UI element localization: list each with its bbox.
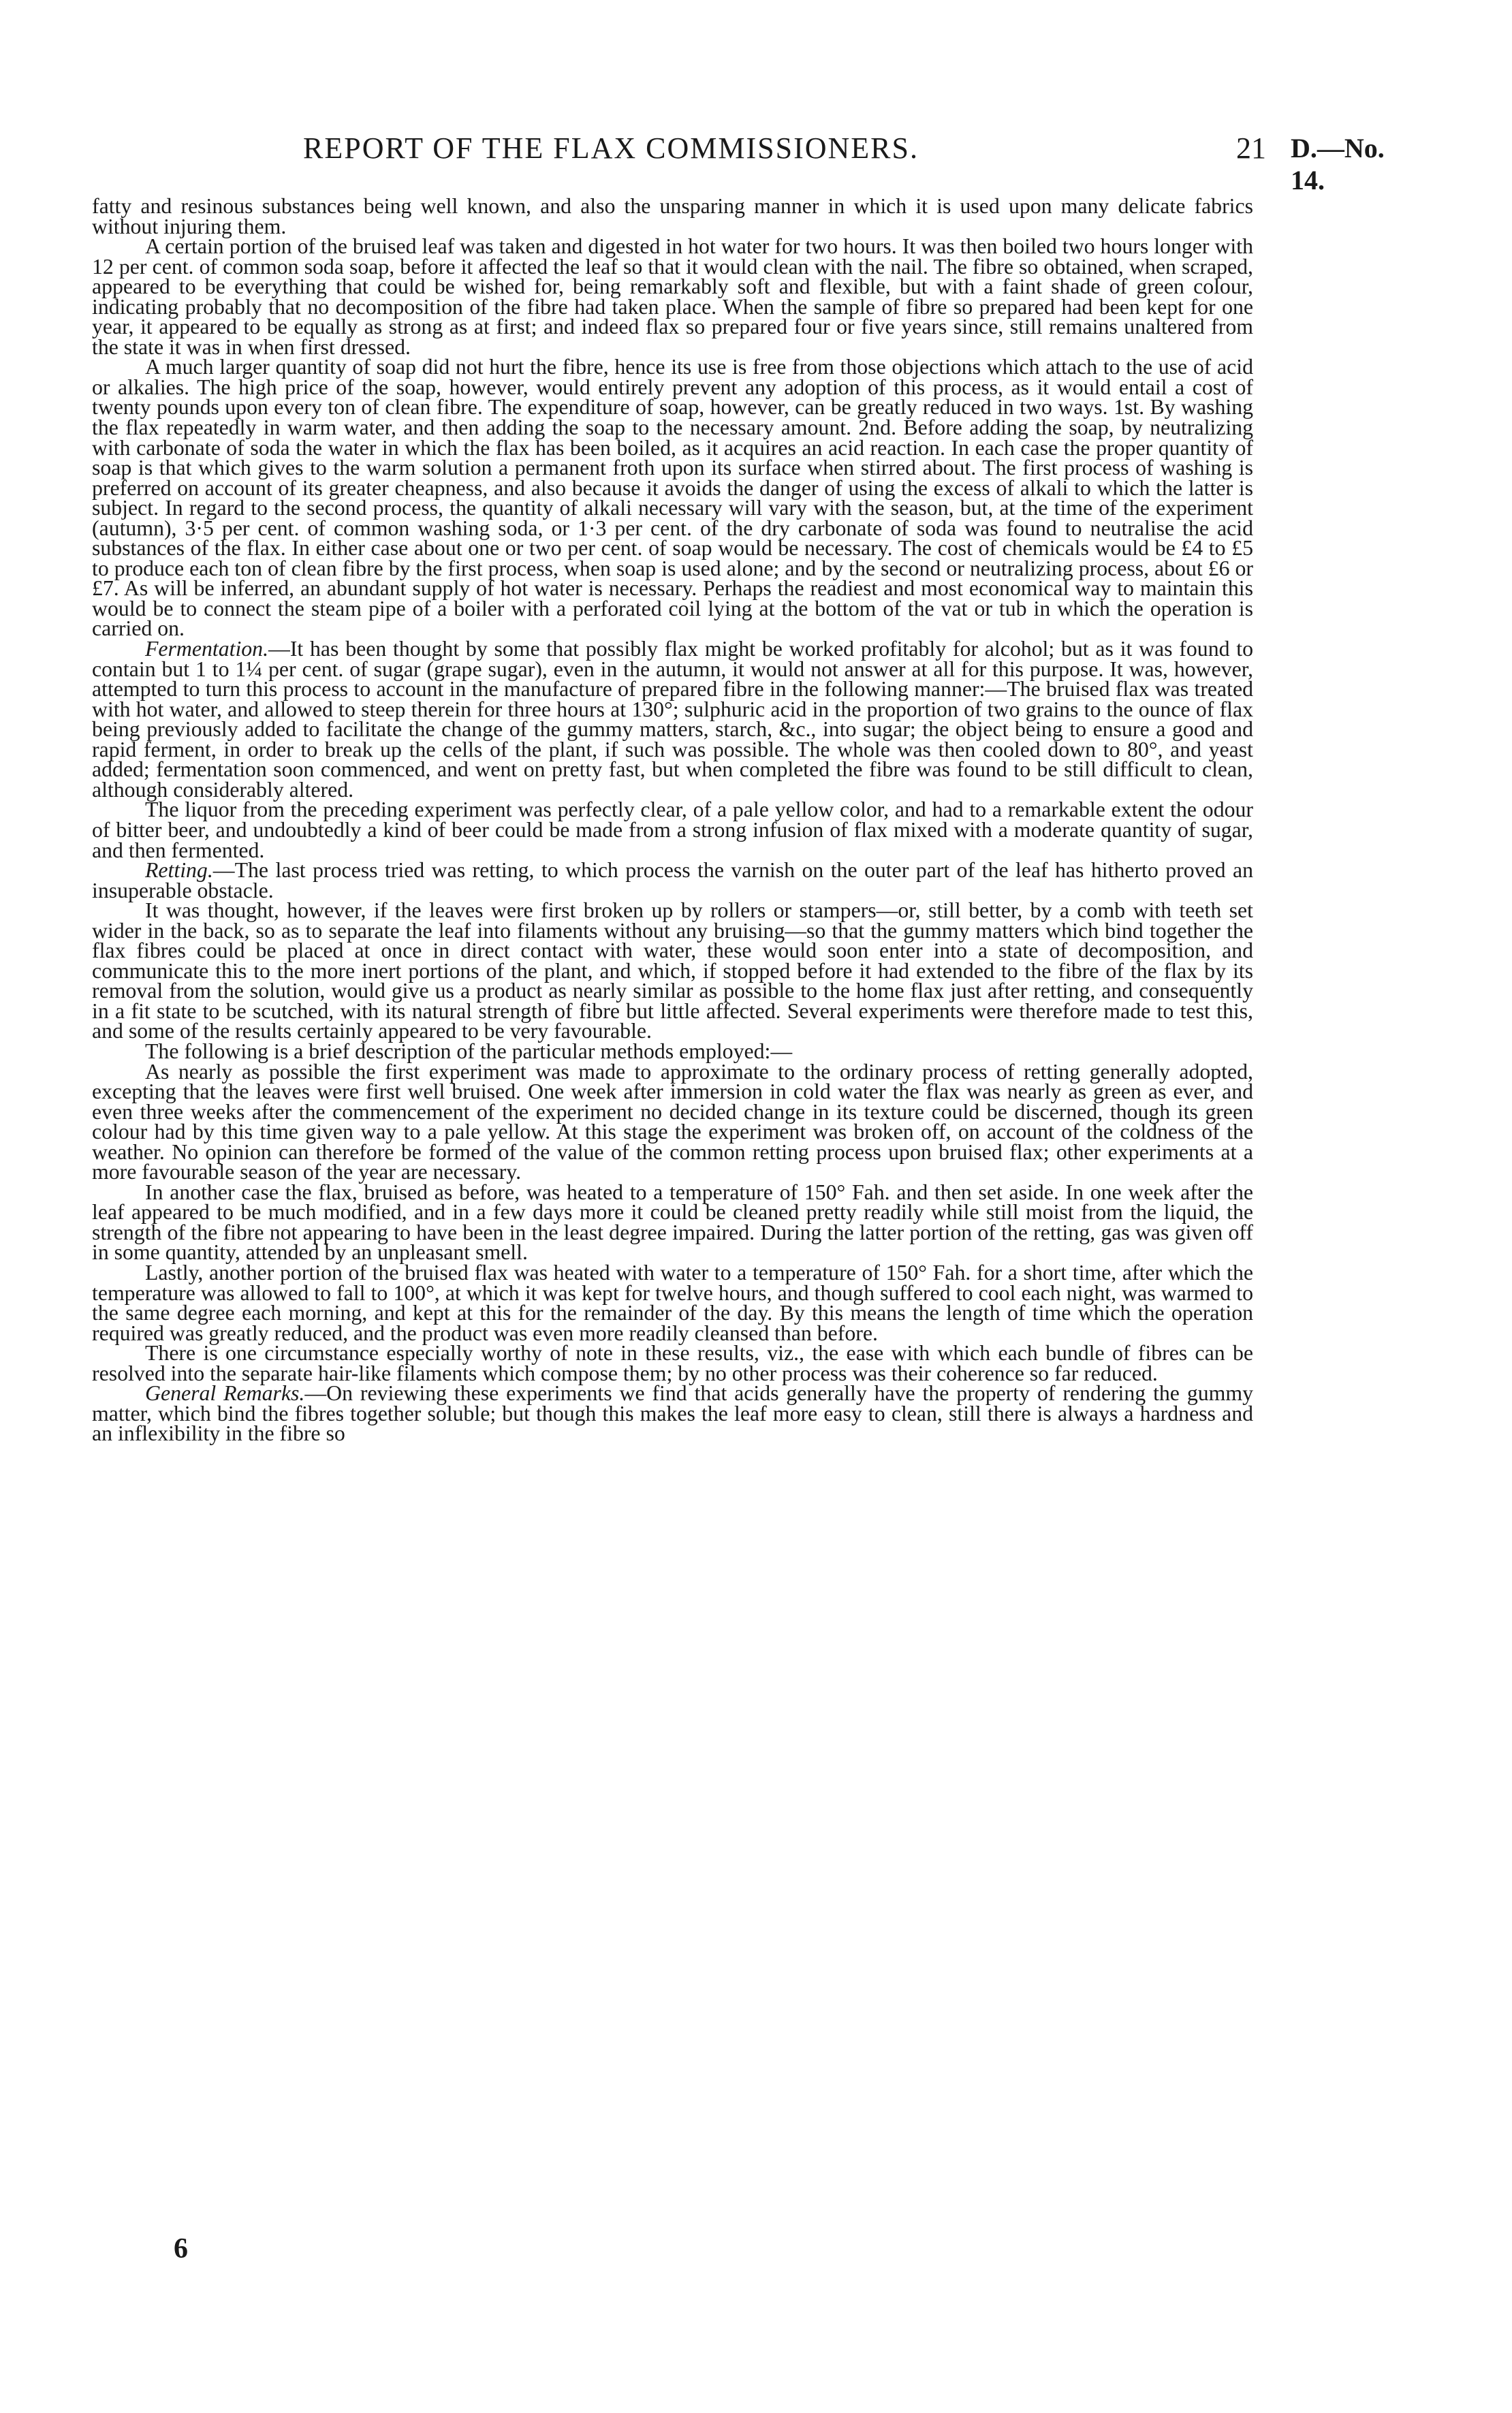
page-title: REPORT OF THE FLAX COMMISSIONERS.	[303, 131, 919, 165]
page-number: 21	[1236, 131, 1266, 165]
paragraph-retting	[92, 860, 1253, 900]
signature-mark: 6	[174, 2233, 188, 2265]
paragraph-general-remarks	[92, 1383, 1253, 1444]
report-body	[92, 196, 1253, 1444]
general-remarks-text: —On reviewing these experiments we find that acids generally have the property of rendering the gummy matter, which bind the fibres together soluble; but though this makes the leaf more easy to clean, still there is always a hardness and an inflexibility in the fibre so	[92, 1381, 1253, 1446]
general-remarks-heading: General Remarks.	[145, 1381, 305, 1406]
paragraph-soap-intro: fatty and resinous substances being well known, and also the unsparing manner in which it is used upon many delicate fabrics without injuring them.	[92, 194, 1253, 238]
paragraph-soap-cost: A much larger quantity of soap did not hurt the fibre, hence its use is free from those objections which attach to the use of acid or alkalies. The high price of the soap, however, would entirely prevent any adoption of this process, as it would entail a cost of twenty pounds upon every ton of clean fibre. The expenditure of soap, however, can be greatly reduced in two ways. 1st. By washing the flax repeatedly in warm water, and then adding the soap to the necessary amount. 2nd. Before adding the soap, by neutralizing with carbonate of soda the water in which the flax has been boiled, as it acquires an acid reaction. In each case the proper quantity of soap is that which gives to the warm solution a permanent froth upon its surface when stirred about. The first process of washing is preferred on account of its greater cheapness, and also because it avoids the danger of using the excess of alkali to which the latter is subject. In regard to the second process, the quantity of alkali necessary will vary with the season, but, at the time of the experiment (autumn), 3·5 per cent. of common washing soda, or 1·3 per cent. of the dry carbonate of soda was found to neutralise the acid substances of the flax. In either case about one or two per cent. of soap would be necessary. The cost of chemicals would be £4 to £5 to produce each ton of clean fibre by the first process, when soap is used alone; and by the second or neutralizing process, about £6 or £7. As will be inferred, an abundant supply of hot water is necessary. Perhaps the readiest and most economical way to maintain this would be to connect the steam pipe of a boiler with a perforated coil lying at the bottom of the vat or tub in which the operation is carried on.	[92, 355, 1253, 641]
fermentation-text: —It has been thought by some that possibly flax might be worked profitably for alcohol; but as it was found to contain but 1 to 1¼ per cent. of sugar (grape sugar), even in the autumn, it would not answer at all for this purpose. It was, however, attempted to turn this process to account in the manufacture of prepared fibre in the following manner:—The bruised flax was treated with hot water, and allowed to steep therein for three hours at 130°; sulphuric acid in the proportion of two grains to the ounce of flax being previously added to facilitate the change of the gummy matters, starch, &c., into sugar; the object being to ensure a good and rapid ferment, in order to break up the cells of the plant, if such was possible. The whole was then cooled down to 80°, and yeast added; fermentation soon commenced, and went on pretty fast, but when completed the fibre was found to be still difficult to clean, although considerably altered.	[92, 637, 1253, 802]
page-header	[92, 131, 1417, 195]
fermentation-heading: Fermentation.	[145, 637, 269, 661]
paragraph-liquor: The liquor from the preceding experiment was perfectly clear, of a pale yellow color, and had to a remarkable extent the odour of bitter beer, and undoubtedly a kind of beer could be made from a strong infusion of flax mixed with a moderate quantity of sugar, and then fermented.	[92, 798, 1253, 862]
retting-heading: Retting.	[145, 858, 213, 883]
document-reference: D.—No. 14.	[1291, 133, 1385, 195]
paragraph-fermentation	[92, 639, 1253, 800]
paragraph-first-experiment: As nearly as possible the first experiment was made to approximate to the ordinary process of retting generally adopted, excepting that the leaves were first well bruised. One week after immersion in cold water the flax was nearly as green as ever, and even three weeks after the commencement of the experiment no decided change in its texture could be discerned, though its green colour had by this time given way to a pale yellow. At this stage the experiment was broken off, on account of the coldness of the weather. No opinion can therefore be formed of the value of the common retting process upon bruised flax; other experiments at a more favourable season of the year are necessary.	[92, 1059, 1253, 1184]
paragraph-observation: There is one circumstance especially worthy of note in these results, viz., the ease with which each bundle of fibres can be resolved into the separate hair-like filaments which compose them; by no other process was their coherence so far reduced.	[92, 1341, 1253, 1385]
retting-text: —The last process tried was retting, to which process the varnish on the outer part of the leaf has hitherto proved an insuperable obstacle.	[92, 858, 1253, 902]
paragraph-third-experiment: Lastly, another portion of the bruised flax was heated with water to a temperature of 150° Fah. for a short time, after which the temperature was allowed to fall to 100°, at which it was kept for twelve hours, and though suffered to cool each night, was warmed to the same degree each morning, and kept at this for the remainder of the day. By this means the length of time which the operation required was greatly reduced, and the product was even more readily cleansed than before.	[92, 1260, 1253, 1345]
paragraph-methods-intro: The following is a brief description of the particular methods employed:—	[145, 1039, 793, 1063]
paragraph-retting-theory: It was thought, however, if the leaves were first broken up by rollers or stampers—or, still better, by a comb with teeth set wider in the back, so as to separate the leaf into filaments without any bruising—so that the gummy matters which bind together the flax fibres could be placed at once in direct contact with water, these would soon enter into a state of decomposition, and communicate this to the more inert portions of the plant, and which, if stopped before it had extended to the fibre of the flax by its removal from the solution, would give us a product as nearly similar as possible to the home flax just after retting, and consequently in a fit state to be scutched, with its natural strength of fibre but little affected. Several experiments were therefore made to test this, and some of the results certainly appeared to be very favourable.	[92, 898, 1253, 1043]
paragraph-second-experiment: In another case the flax, bruised as before, was heated to a temperature of 150° Fah. and then set aside. In one week after the leaf appeared to be much modified, and in a few days more it could be cleaned pretty readily while still moist from the liquid, the strength of the fibre not appearing to have been in the least degree impaired. During the latter portion of the retting, gas was given off in some quantity, attended by an unpleasant smell.	[92, 1180, 1253, 1265]
paragraph-soap-experiment: A certain portion of the bruised leaf was taken and digested in hot water for two hours. It was then boiled two hours longer with 12 per cent. of common soda soap, before it affected the leaf so that it would clean with the nail. The fibre so obtained, when scraped, appeared to be everything that could be wished for, being remarkably soft and flexible, but with a faint shade of green colour, indicating probably that no decomposition of the fibre had taken place. When the sample of fibre so prepared had been kept for one year, it appeared to be equally as strong as at first; and indeed flax so prepared four or five years since, still remains unaltered from the state it was in when first dressed.	[92, 234, 1253, 359]
